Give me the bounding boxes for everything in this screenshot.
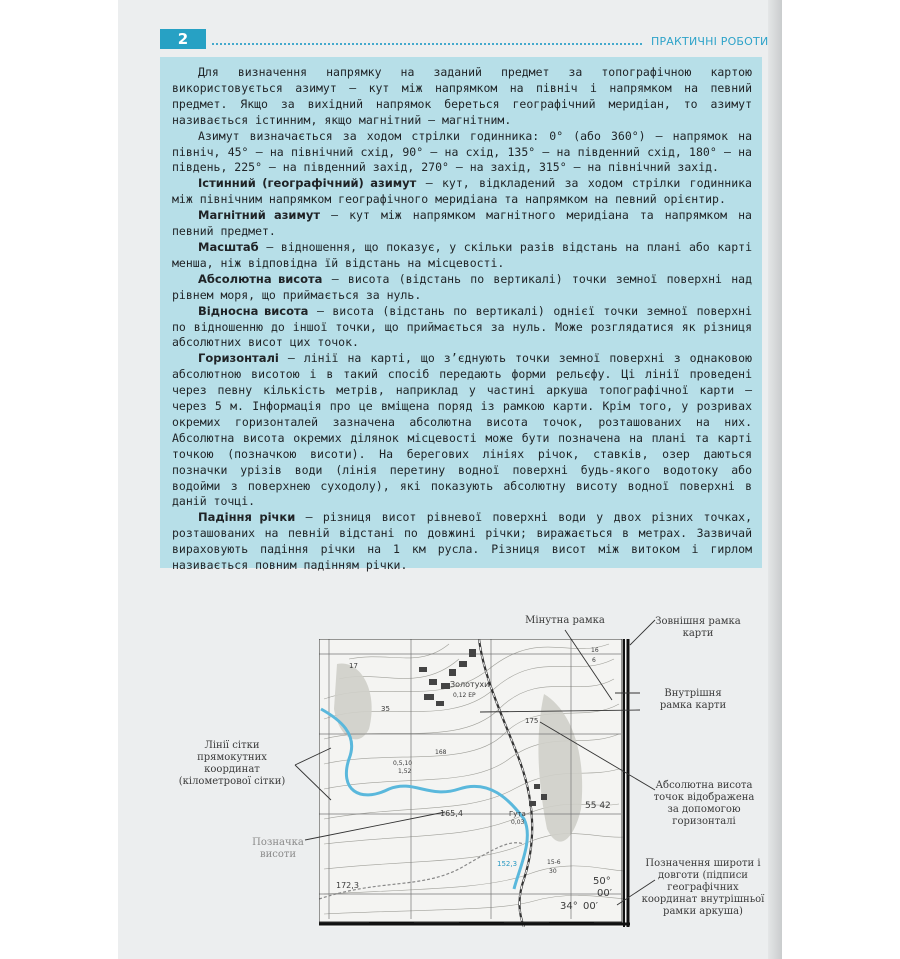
definition-contours: — лінії на карті, що з’єднують точки земної поверхні з однаковою абсолютною висотою і в такий спосіб передають форми рельєфу. Ці лінії проведені через певну кількість метрів, наприклад у частині аркуша топографічної карти — через 5 м. Інформація про це вміщена поряд із рамкою карти. Крім того, у розривах окремих горизонталей зазначена абсолютна висота точок, розташованих на них. Абсолютна висота окремих ділянок місцевості може бути позначена на плані та карті точкою (позначкою висоти). На берегових лініях річок, ставків, озер даються позначки урізів води (лінія перетину водної поверхні будь-якого водотоку або водойми з поверхнею суходолу), які показують абсолютну висоту водної поверхні в даній точці. — [172, 351, 752, 509]
map-water-level: 152,3 — [497, 860, 518, 868]
definition-magnetic-azimuth: — кут між напрямком магнітного меридіана та напрямком на певний предмет. — [172, 208, 752, 239]
term-contours: Горизонталі — [198, 351, 279, 366]
label-absolute-height: Абсолютна висота точок відображена за допомогою горизонталі — [653, 780, 755, 827]
map-corner-lon-min: 00′ — [583, 901, 598, 912]
map-corner-lat-min: 00′ — [597, 888, 612, 899]
term-river-fall: Падіння річки — [198, 510, 296, 525]
label-inner-frame: Внутрішня рамка карти — [659, 688, 727, 711]
map-grid-17: 17 — [349, 662, 358, 670]
paragraph-azimuth-degrees: Азимут визначається за ходом стрілки годинника: 0° (або 360°) — напрямок на північ, 45° — на північний схід, 90° — на схід, 135° — на південний схід, 180° — на південь, 225° — на південний захід, 270° — на захід, 315° — на північний захід. — [172, 128, 752, 175]
term-scale: Масштаб — [198, 239, 259, 254]
definition-river-fall: — різниця висот рівневої поверхні води у двох різних точках, розташованих на певній відстані по довжині річки; виражається в метрах. Зазвичай вираховують падіння річки на 1 км русла. Різниця висот між витоком і гирлом називається повним падінням річки. — [172, 510, 752, 573]
label-lat-lon: Позначення широти і довготи (підписи географічних координат внутрішньої рамки аркуша) — [641, 858, 765, 917]
section-title: ПРАКТИЧНІ РОБОТИ — [651, 35, 769, 48]
map-village-sub: 0,12 ЕР — [453, 692, 476, 699]
term-true-azimuth: Істинний (географічний) азимут — [198, 176, 417, 191]
page-number: 2 — [160, 29, 206, 49]
label-grid-lines: Лінії сітки прямокутних координат (кілометрової сітки) — [178, 740, 286, 787]
label-minute-frame: Мінутна рамка — [525, 615, 605, 626]
map-bridge: 15-6 — [547, 859, 561, 866]
label-outer-frame: Зовнішня рамка карти — [655, 616, 741, 639]
label-height-mark: Позначка висоти — [252, 837, 304, 860]
map-corner-16: 16 — [591, 647, 599, 654]
map-grid-coordinate: 55 42 — [585, 801, 611, 811]
map-corner-lat: 50° — [593, 876, 611, 887]
map-width-05: 0,5,10 — [393, 760, 413, 767]
definition-true-azimuth: — кут, відкладений за ходом стрілки годинника між північним напрямком географічного меридіана та напрямком на певний орієнтир. — [172, 176, 752, 207]
paragraph-azimuth-intro: Для визначення напрямку на заданий предмет за топографічною картою використовується азимут — кут між напрямком на північ і напрямком на певний предмет. Якщо за вихідний напрямок береться географічний меридіан, то азимут називається істинним, якщо магнітний — магнітним. — [172, 65, 752, 127]
map-corner-6: 6 — [592, 657, 596, 664]
map-width-152: 1,52 — [398, 768, 412, 775]
map-mark-35: 35 — [381, 705, 390, 713]
definition-absolute-height: — висота (відстань по вертикалі) точки земної поверхні над рівнем моря, що приймається за нуль. — [172, 271, 752, 302]
map-station-sub: 0,03 — [511, 819, 525, 826]
term-relative-height: Відносна висота — [198, 303, 309, 318]
map-bridge-sub: 30 — [549, 868, 557, 875]
map-station: Гута — [509, 810, 526, 818]
map-height-172: 172,3 — [336, 881, 359, 890]
map-height-165: 165,4 — [440, 809, 463, 818]
map-mark-168: 168 — [435, 749, 447, 756]
map-corner-lon: 34° — [560, 901, 578, 912]
definition-relative-height: — висота (відстань по вертикалі) однієї точки земної поверхні по відношенню до іншої точки, що приймається за нуль. Може розглядатися як різниця абсолютних висот цих точок. — [172, 303, 752, 350]
term-magnetic-azimuth: Магнітний азимут — [198, 208, 321, 223]
map-height-175: 175 — [525, 717, 539, 725]
term-absolute-height: Абсолютна висота — [198, 271, 323, 286]
map-village-name: Золотухи — [450, 680, 490, 689]
definition-scale: — відношення, що показує, у скільки разів відстань на плані або карті менша, ніж відповідна їй відстань на місцевості. — [172, 239, 752, 270]
